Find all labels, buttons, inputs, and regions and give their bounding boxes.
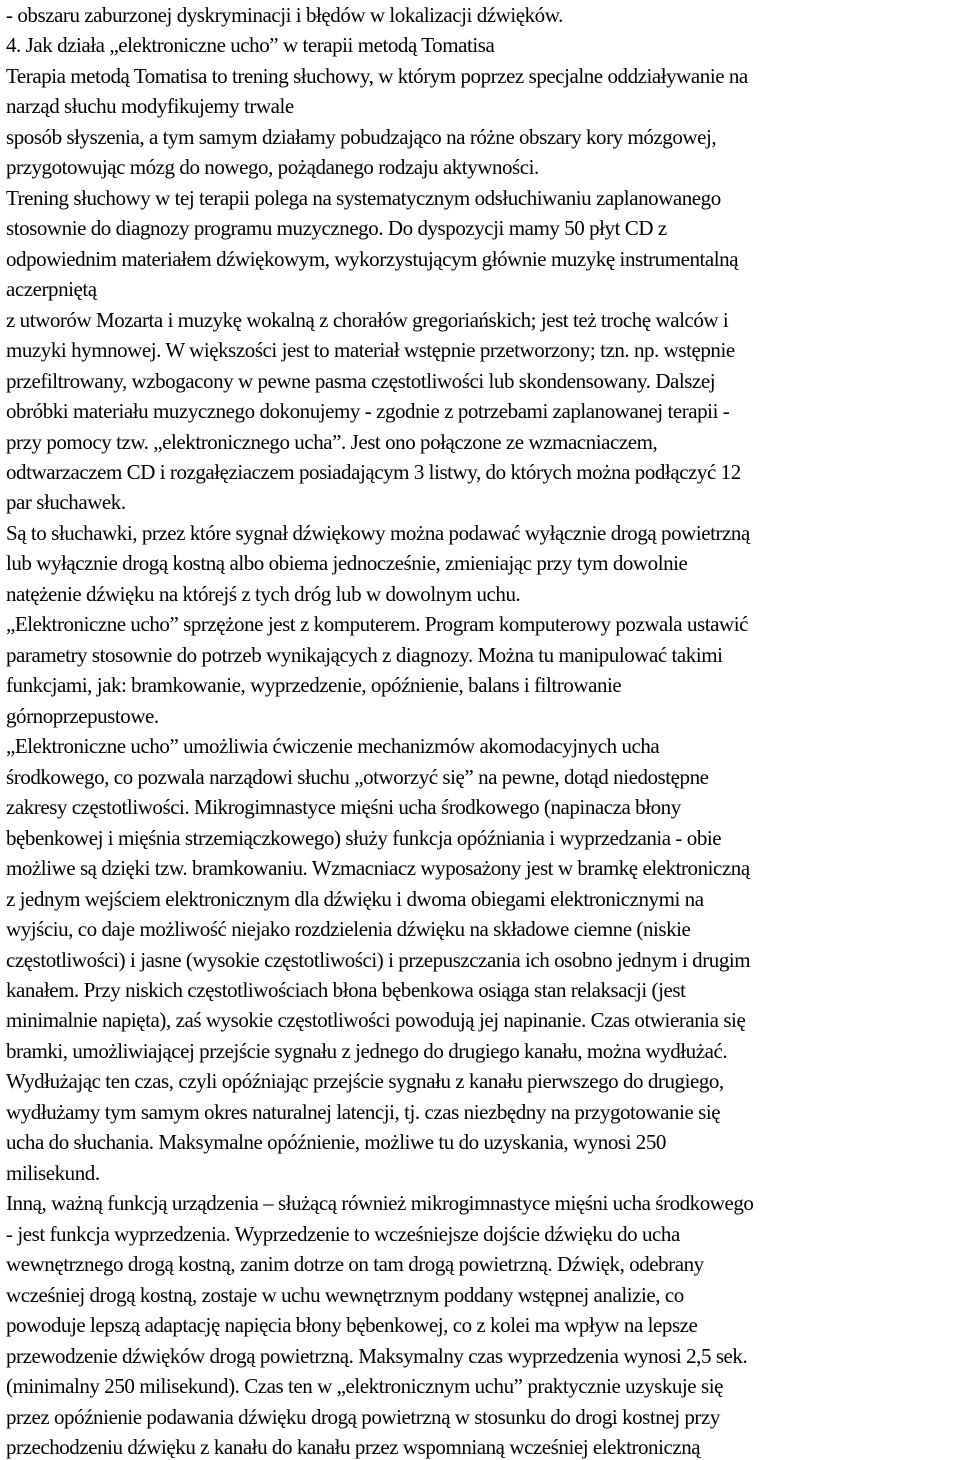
text-line: muzyki hymnowej. W większości jest to materiał wstępnie przetworzony; tzn. np. wstępnie — [6, 338, 735, 362]
text-line: przewodzenie dźwięków drogą powietrzną. Maksymalny czas wyprzedzenia wynosi 2,5 sek. — [6, 1344, 748, 1368]
text-line: Są to słuchawki, przez które sygnał dźwiękowy można podawać wyłącznie drogą powietrzną — [6, 521, 750, 545]
text-line: (minimalny 250 milisekund). Czas ten w „elektronicznym uchu” praktycznie uzyskuje się — [6, 1374, 723, 1398]
text-line: Wydłużając ten czas, czyli opóźniając przejście sygnału z kanału pierwszego do drugiego, — [6, 1069, 724, 1093]
text-line: środkowego, co pozwala narządowi słuchu „otworzyć się” na pewne, dotąd niedostępne — [6, 765, 709, 789]
text-line: milisekund. — [6, 1161, 100, 1185]
text-line: sposób słyszenia, a tym samym działamy pobudzająco na różne obszary kory mózgowej, — [6, 125, 717, 149]
text-line: funkcjami, jak: bramkowanie, wyprzedzenie, opóźnienie, balans i filtrowanie — [6, 673, 622, 697]
section-heading: 4. Jak działa „elektroniczne ucho” w terapii metodą Tomatisa — [6, 33, 495, 57]
text-line: z jednym wejściem elektronicznym dla dźwięku i dwoma obiegami elektronicznymi na — [6, 887, 704, 911]
text-line: ucha do słuchania. Maksymalne opóźnienie, możliwe tu do uzyskania, wynosi 250 — [6, 1130, 666, 1154]
text-line: z utworów Mozarta i muzykę wokalną z chorałów gregoriańskich; jest też trochę walców i — [6, 308, 729, 332]
text-line: odpowiednim materiałem dźwiękowym, wykorzystującym głównie muzykę instrumentalną — [6, 247, 739, 271]
text-line: minimalnie napięta), zaś wysokie częstotliwości powodują jej napinanie. Czas otwierania się — [6, 1008, 746, 1032]
text-line: wcześniej drogą kostną, zostaje w uchu wewnętrznym poddany wstępnej analizie, co — [6, 1283, 684, 1307]
text-line: obróbki materiału muzycznego dokonujemy - zgodnie z potrzebami zaplanowanej terapii - — [6, 399, 730, 423]
text-line: górnoprzepustowe. — [6, 704, 159, 728]
text-line: przygotowując mózg do nowego, pożądanego rodzaju aktywności. — [6, 155, 539, 179]
text-line: - obszaru zaburzonej dyskryminacji i błędów w lokalizacji dźwięków. — [6, 3, 563, 27]
text-line: Trening słuchowy w tej terapii polega na systematycznym odsłuchiwaniu zaplanowanego — [6, 186, 721, 210]
text-line: bębenkowej i mięśnia strzemiączkowego) służy funkcja opóźniania i wyprzedzania - obie — [6, 826, 722, 850]
text-line: stosownie do diagnozy programu muzycznego. Do dyspozycji mamy 50 płyt CD z — [6, 216, 667, 240]
text-line: Inną, ważną funkcją urządzenia – służącą również mikrogimnastyce mięśni ucha środkowego — [6, 1191, 754, 1215]
text-line: przez opóźnienie podawania dźwięku drogą powietrzną w stosunku do drogi kostnej przy — [6, 1405, 720, 1429]
text-line: parametry stosownie do potrzeb wynikających z diagnozy. Można tu manipulować takimi — [6, 643, 723, 667]
text-line: bramki, umożliwiającej przejście sygnału z jednego do drugiego kanału, można wydłużać. — [6, 1039, 728, 1063]
text-line: zakresy częstotliwości. Mikrogimnastyce mięśni ucha środkowego (napinacza błony — [6, 795, 681, 819]
text-line: narząd słuchu modyfikujemy trwale — [6, 94, 294, 118]
text-line: odtwarzaczem CD i rozgałęziaczem posiadającym 3 listwy, do których można podłączyć 12 — [6, 460, 741, 484]
text-line: - jest funkcja wyprzedzenia. Wyprzedzenie to wcześniejsze dojście dźwięku do ucha — [6, 1222, 680, 1246]
text-line: przy pomocy tzw. „elektronicznego ucha”. Jest ono połączone ze wzmacniaczem, — [6, 430, 658, 454]
text-line: lub wyłącznie drogą kostną albo obiema jednocześnie, zmieniając przy tym dowolnie — [6, 551, 688, 575]
text-line: aczerpniętą — [6, 277, 97, 301]
text-line: wyjściu, co daje możliwość niejako rozdzielenia dźwięku na składowe ciemne (niskie — [6, 917, 691, 941]
text-line: przechodzeniu dźwięku z kanału do kanału przez wspomnianą wcześniej elektroniczną — [6, 1435, 701, 1459]
text-line: „Elektroniczne ucho” umożliwia ćwiczenie mechanizmów akomodacyjnych ucha — [6, 734, 660, 758]
text-line: natężenie dźwięku na którejś z tych dróg lub w dowolnym uchu. — [6, 582, 521, 606]
text-line: przefiltrowany, wzbogacony w pewne pasma częstotliwości lub skondensowany. Dalszej — [6, 369, 716, 393]
text-line: Terapia metodą Tomatisa to trening słuchowy, w którym poprzez specjalne oddziaływanie na — [6, 64, 748, 88]
text-line: wewnętrznego drogą kostną, zanim dotrze on tam drogą powietrzną. Dźwięk, odebrany — [6, 1252, 704, 1276]
text-line: „Elektroniczne ucho” sprzężone jest z komputerem. Program komputerowy pozwala ustawić — [6, 612, 748, 636]
text-line: możliwe są dzięki tzw. bramkowaniu. Wzmacniacz wyposażony jest w bramkę elektroniczną — [6, 856, 750, 880]
text-line: kanałem. Przy niskich częstotliwościach błona bębenkowa osiąga stan relaksacji (jest — [6, 978, 686, 1002]
text-line: powoduje lepszą adaptację napięcia błony bębenkowej, co z kolei ma wpływ na lepsze — [6, 1313, 698, 1337]
text-line: częstotliwości) i jasne (wysokie częstotliwości) i przepuszczania ich osobno jednym i drugim — [6, 948, 751, 972]
text-line: par słuchawek. — [6, 490, 126, 514]
text-line: wydłużamy tym samym okres naturalnej latencji, tj. czas niezbędny na przygotowanie się — [6, 1100, 721, 1124]
